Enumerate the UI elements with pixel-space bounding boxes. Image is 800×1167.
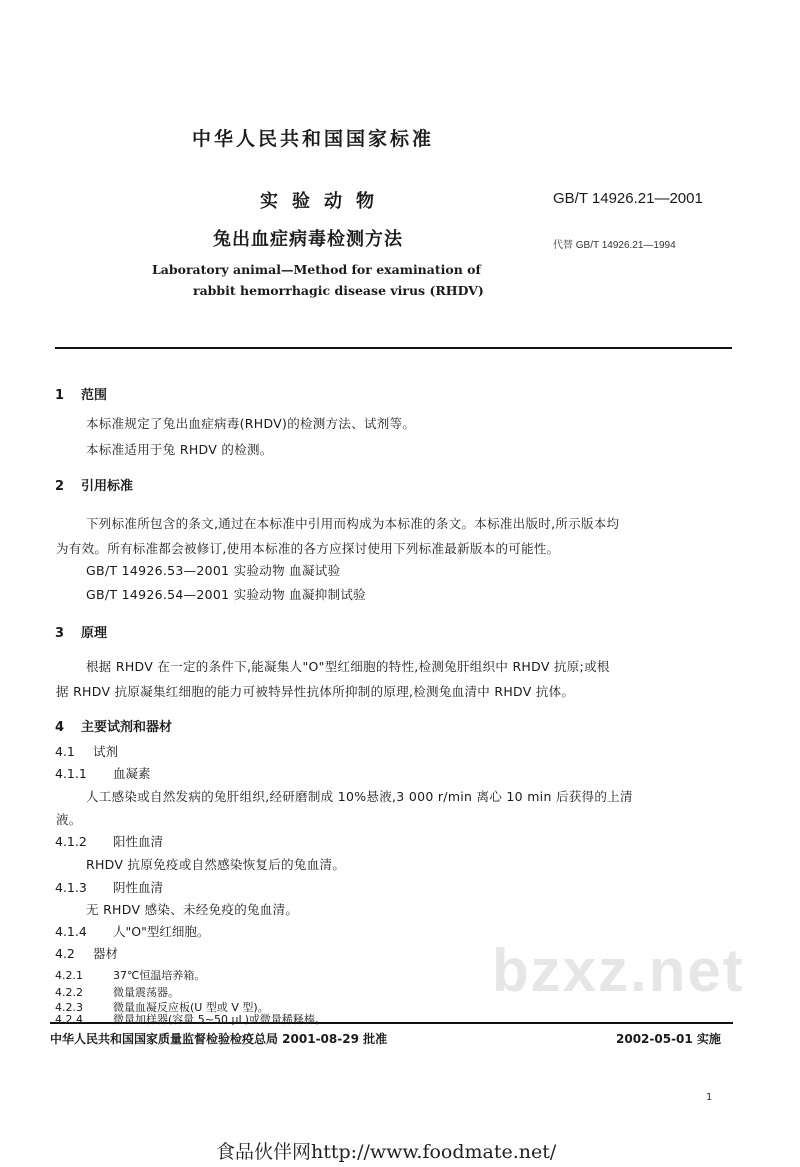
section-3-para-line1: 根据 RHDV 在一定的条件下,能凝集人"O"型红细胞的特性,检测兔肝组织中 RHDV 抗原;或根 (86, 659, 610, 674)
org-title: 中华人民共和国国家标准 (192, 128, 435, 150)
subsection-number: 4.1 (55, 744, 75, 759)
subsection-4-1-2-para: RHDV 抗原免疫或自然感染恢复后的兔血清。 (86, 857, 346, 872)
subsection-number: 4.1.3 (55, 880, 87, 895)
section-3-para-line2: 据 RHDV 抗原凝集红细胞的能力可被特异性抗体所抑制的原理,检测兔血清中 RHDV 抗体。 (56, 684, 575, 699)
section-title: 范围 (81, 388, 108, 403)
section-3-heading (55, 622, 107, 641)
section-number: 2 (55, 479, 65, 494)
title-line1: 实验动物 (260, 191, 388, 212)
section-number: 4 (55, 720, 65, 735)
subsection-number: 4.2 (55, 946, 75, 961)
reference-1: GB/T 14926.53—2001 实验动物 血凝试验 (86, 563, 341, 578)
subsection-4-1-4 (55, 922, 209, 940)
subsection-title: 微量震荡器。 (113, 986, 179, 999)
subsection-title: 微量血凝反应板(U 型或 V 型)。 (113, 1001, 269, 1014)
subsection-4-2 (55, 944, 118, 962)
subsection-4-2-4 (55, 1011, 326, 1027)
english-title-line2: rabbit hemorrhagic disease virus (RHDV) (193, 283, 484, 298)
section-title: 引用标准 (81, 479, 134, 494)
subsection-title: 血凝素 (113, 766, 151, 781)
title-line2: 兔出血症病毒检测方法 (213, 229, 403, 250)
subsection-4-1-3 (55, 878, 163, 896)
section-1-para-2: 本标准适用于兔 RHDV 的检测。 (86, 442, 273, 457)
subsection-title: 器材 (93, 946, 119, 961)
subsection-title: 人"O"型红细胞。 (113, 924, 210, 939)
issuer-line: 中华人民共和国国家质量监督检验检疫总局 2001-08-29 批准 (50, 1032, 388, 1046)
section-title: 主要试剂和器材 (81, 720, 173, 735)
section-number: 1 (55, 388, 65, 403)
standard-code: GB/T 14926.21—2001 (553, 190, 703, 207)
subsection-4-1-1 (55, 764, 151, 782)
effective-date: 2002-05-01 实施 (616, 1032, 721, 1046)
subsection-4-1 (55, 742, 118, 760)
subsection-number: 4.1.2 (55, 834, 87, 849)
subsection-4-1-3-para: 无 RHDV 感染、未经免疫的兔血清。 (86, 902, 299, 917)
page-number: 1 (706, 1092, 713, 1103)
section-number: 3 (55, 626, 65, 641)
english-title-line1: Laboratory animal—Method for examination of (152, 262, 481, 277)
section-2-para-line2: 为有效。所有标准都会被修订,使用本标准的各方应探讨使用下列标准最新版本的可能性。 (56, 541, 560, 556)
subsection-title: 阳性血清 (113, 834, 164, 849)
section-title: 原理 (81, 626, 108, 641)
subsection-number: 4.1.4 (55, 924, 87, 939)
subsection-4-1-1-para-line1: 人工感染或自然发病的兔肝组织,经研磨制成 10%悬液,3 000 r/min 离心 10 min 后获得的上清 (86, 789, 633, 804)
source-line: 食品伙伴网http://www.foodmate.net/ (216, 1141, 557, 1163)
section-1-heading (55, 384, 107, 403)
section-4-heading (55, 716, 172, 735)
subsection-title: 阴性血清 (113, 880, 164, 895)
reference-2: GB/T 14926.54—2001 实验动物 血凝抑制试验 (86, 587, 366, 602)
header-rule (55, 347, 732, 349)
section-1-para-1: 本标准规定了兔出血症病毒(RHDV)的检测方法、试剂等。 (86, 416, 416, 431)
subsection-number: 4.2.4 (55, 1013, 83, 1026)
subsection-number: 4.2.2 (55, 986, 83, 999)
subsection-title: 微量加样器(容量 5~50 μL)或微量稀释棒。 (113, 1013, 326, 1026)
subsection-number: 4.1.1 (55, 766, 87, 781)
section-2-heading (55, 475, 133, 494)
subsection-number: 4.2.1 (55, 969, 83, 982)
subsection-title: 37℃恒温培养箱。 (113, 969, 206, 982)
watermark: bzxz.net (492, 937, 745, 1004)
subsection-4-2-1 (55, 967, 205, 983)
subsection-number: 4.2.3 (55, 1001, 83, 1014)
subsection-4-1-1-para-line2: 液。 (56, 812, 82, 827)
replaces-note: 代替 GB/T 14926.21—1994 (553, 240, 676, 251)
subsection-4-1-2 (55, 832, 163, 850)
section-2-para-line1: 下列标准所包含的条文,通过在本标准中引用而构成为本标准的条文。本标准出版时,所示版本均 (86, 516, 620, 531)
subsection-4-2-2 (55, 984, 179, 1000)
subsection-title: 试剂 (93, 744, 119, 759)
